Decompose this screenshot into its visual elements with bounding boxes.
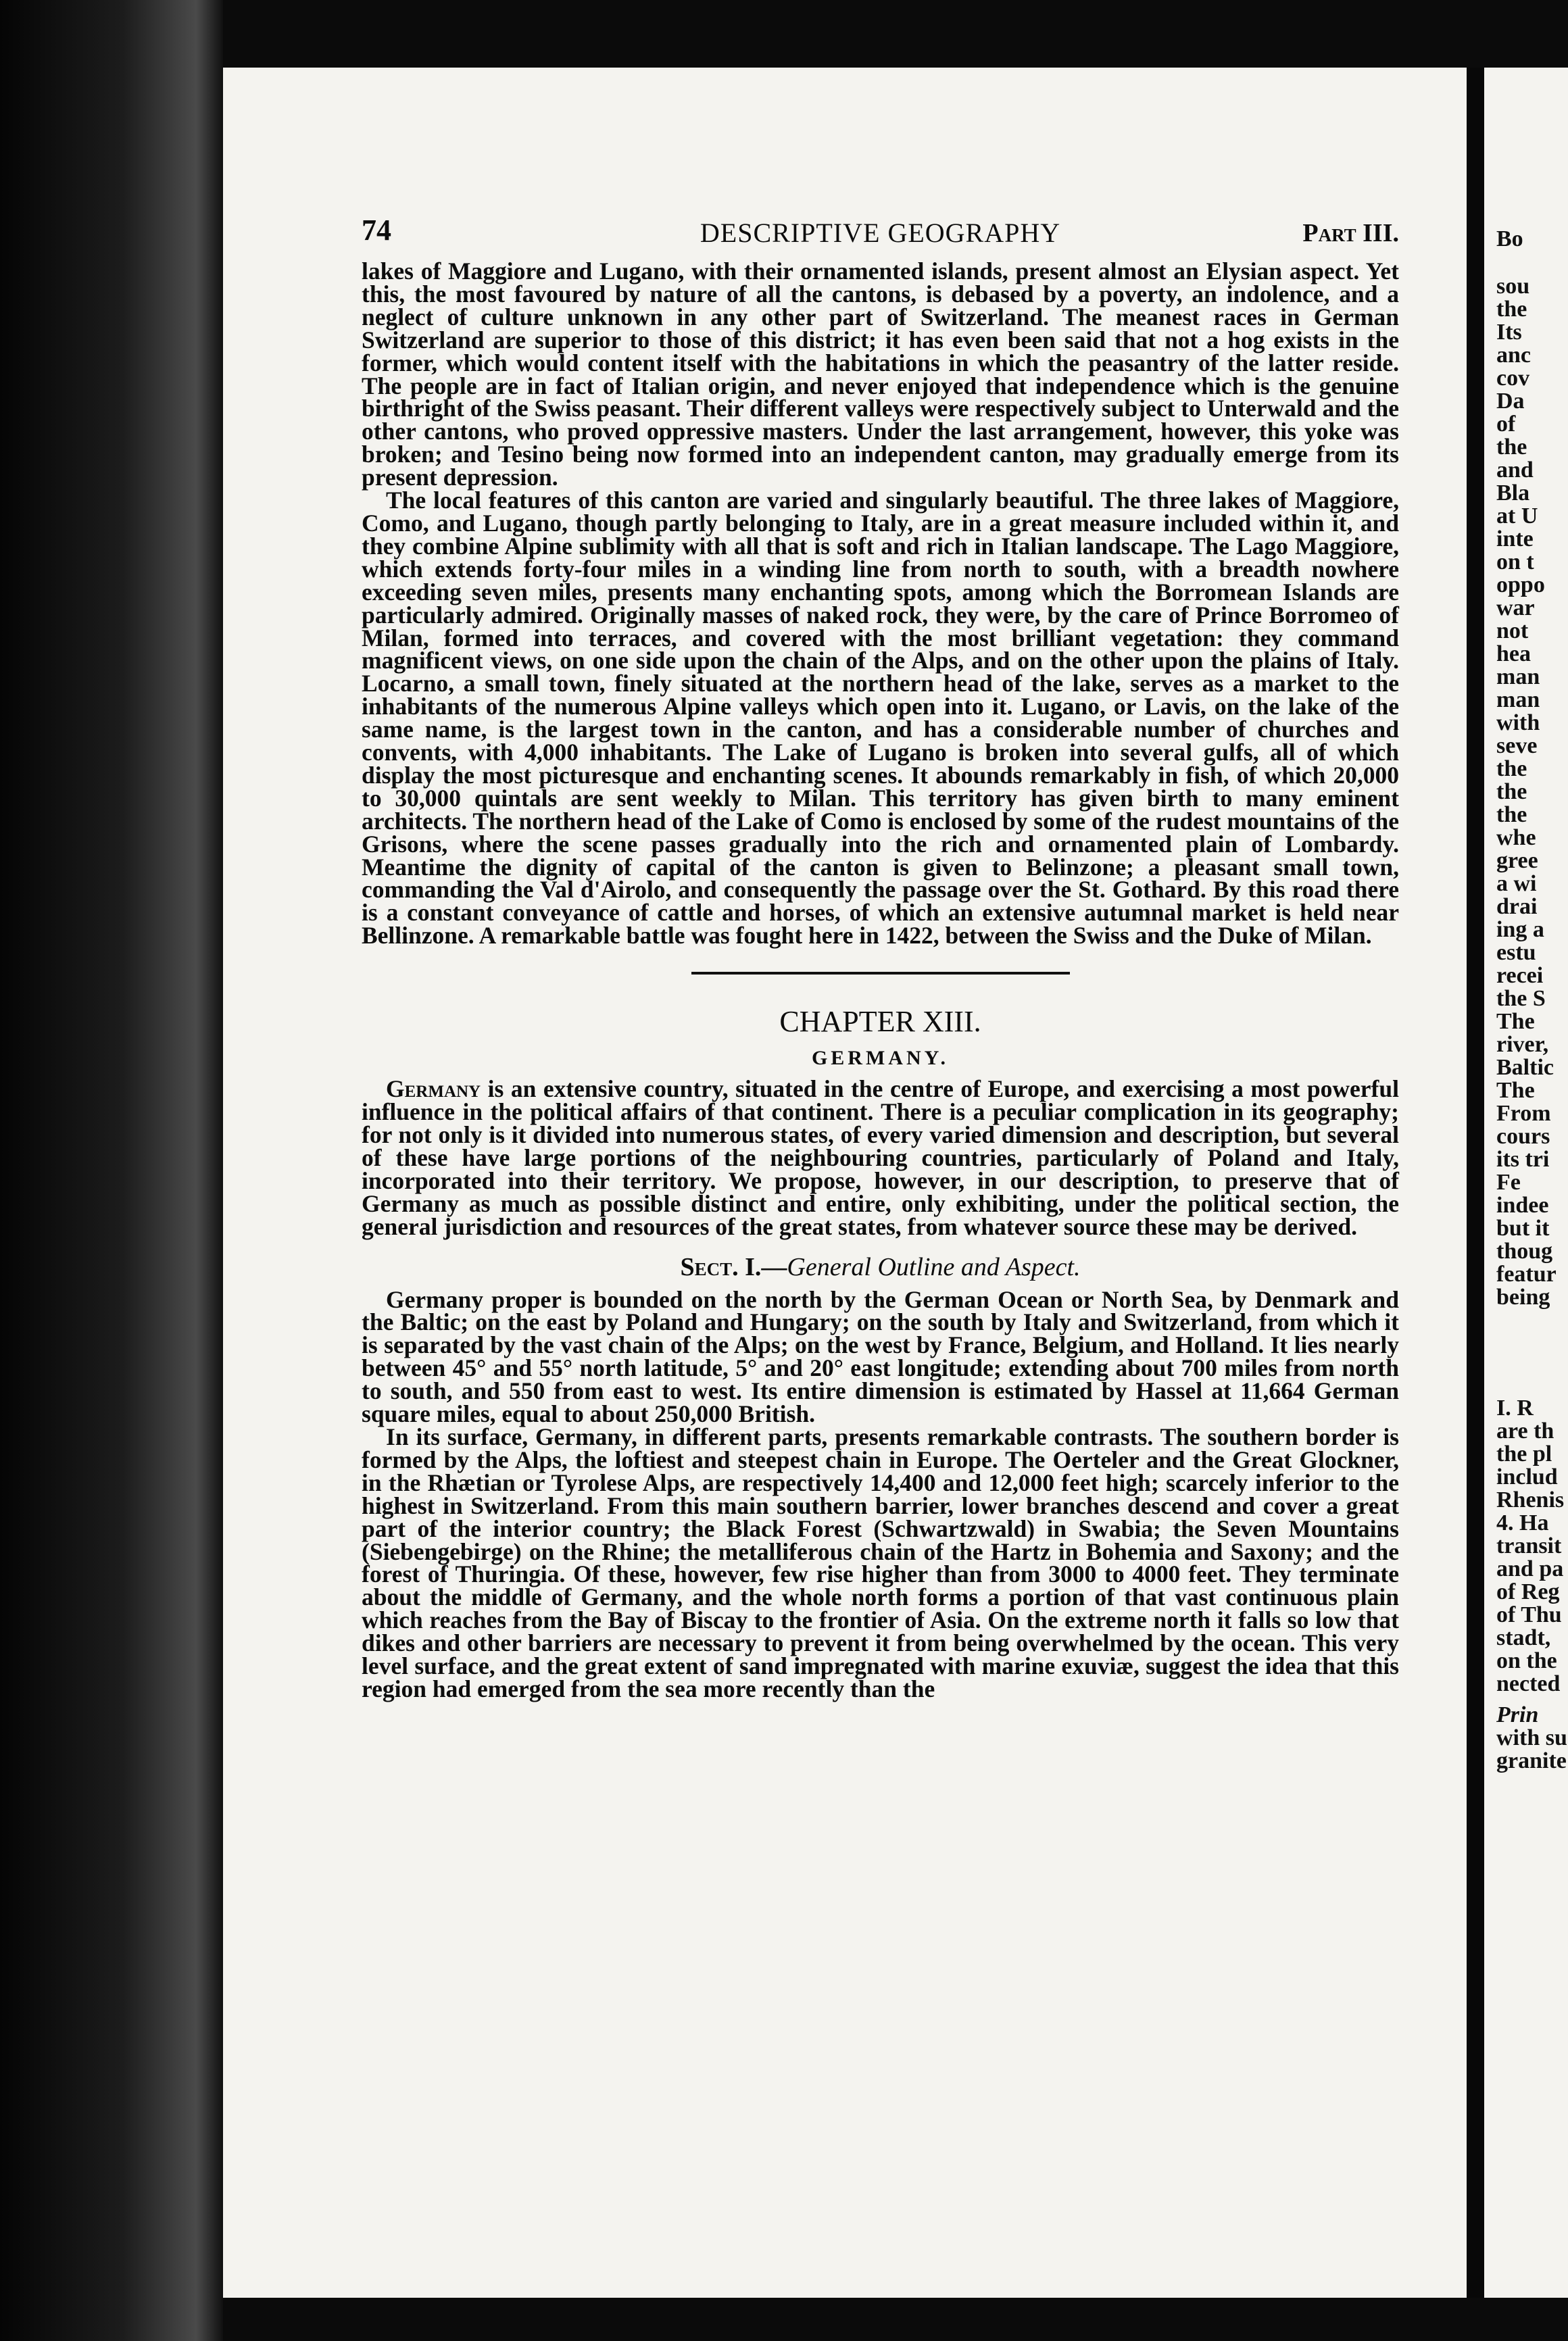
paragraph-germany-surface: In its surface, Germany, in different parts, presents remarkable contrasts. The southern border is formed by the Alps, the loftiest and steepest chain in Europe. The Oerteler and the Great Glockner, in the Rhætian or Tyrolese Alps, are respectively 14,400 and 12,000 feet high; scarcely inferior to the highest in Switzerland. From this main southern barrier, lower branches descend and cover a great part of the interior country; the Black Forest (Schwartzwald) in Swabia; the Seven Mountains (Siebengebirge) on the Rhine; the metalliferous chain of the Hartz in Bohemia and Saxony; and the forest of Thuringia. Of these, however, few rise higher than from 3000 to 4000 feet. They terminate about the middle of Germany, and the whole north forms a portion of that vast continuous plain which reaches from the Bay of Biscay to the frontier of Asia. On the extreme north it falls so low that dikes and other barriers are necessary to prevent it from being overwhelmed by the ocean. This very level surface, and the great extent of sand impregnated with marine exuviæ, suggest the idea that this region had emerged from the sea more recently than the: [362, 1423, 1399, 1702]
paragraph-germany-boundaries: Germany proper is bounded on the north by the German Ocean or North Sea, by Denmark and the Baltic; on the east by Poland and Hungary; on the south by Italy and Switzerland, from which it is separated by the vast chain of the Alps; on the west by France, Belgium, and Holland. It lies nearly between 45° and 55° north latitude, 5° and 20° east longitude; extending about 700 miles from north to south, and 550 from east to west. Its entire dimension is estimated by Hassel at 11,664 German square miles, equal to about 250,000 British.: [362, 1285, 1399, 1428]
adjacent-page-fragment: featur: [1496, 1262, 1557, 1287]
adjacent-page-strip: [1467, 68, 1568, 2298]
adjacent-page-fragment: Bo: [1496, 226, 1523, 251]
section-heading: [362, 1252, 1399, 1282]
section-label: Sect. I.—: [680, 1252, 787, 1281]
part-label: Part III.: [1302, 219, 1399, 247]
adjacent-page-fragment: man: [1496, 687, 1540, 712]
adjacent-page-fragment: From: [1496, 1101, 1551, 1126]
intro-lead-word: Germany: [386, 1075, 481, 1103]
adjacent-page-fragment: the: [1496, 779, 1527, 804]
adjacent-page-fragment: the pl: [1496, 1441, 1552, 1467]
adjacent-page-fragment: recei: [1496, 963, 1544, 988]
scan-dark-margin: [0, 0, 223, 2341]
paragraph-tesino-people: lakes of Maggiore and Lugano, with their ornamented islands, present almost an Elysian aspect. Yet this, the most favoured by nature of all the cantons, is debased by a poverty, an indolence, and a neglect of culture unknown in any other part of Switzerland. The meanest races in German Switzerland are superior to those of this district; it has even been said that not a hog exists in the former, which would content itself with the habitations in which the peasantry of the latter reside. The people are in fact of Italian origin, and never enjoyed that independence which is the genuine birthright of the Swiss peasant. Their different valleys were respectively subject to Unterwald and the other cantons, who proved oppressive masters. Under the last arrangement, however, this yoke was broken; and Tesino being now formed into an independent canton, may gradually emerge from its present depression.: [362, 257, 1399, 491]
adjacent-page-fragment: being: [1496, 1285, 1550, 1310]
chapter-heading: CHAPTER XIII.: [779, 1005, 981, 1039]
adjacent-page-fragment: with su: [1496, 1725, 1567, 1750]
adjacent-page-fragment: granite: [1496, 1748, 1567, 1773]
adjacent-page-fragment: whe: [1496, 825, 1536, 850]
chapter-divider-rule: [691, 972, 1070, 975]
adjacent-page-fragment: of: [1496, 412, 1516, 437]
adjacent-page-fragment: I. R: [1496, 1396, 1534, 1421]
intro-text: is an extensive country, situated in the centre of Europe, and exercising a most powerful influence in the political affairs of that continent. There is a peculiar complication in its geography; for not only is it divided into numerous states, of every varied dimension and description, but several of these have large portions of the neighbouring countries, particularly of Poland and Italy, incorporated into their territory. We propose, however, in our description, to preserve that of Germany as much as possible distinct and entire, only exhibiting, under the political section, the general jurisdiction and resources of the great states, from whatever source these may be derived.: [362, 1075, 1399, 1240]
adjacent-page-fragment: indee: [1496, 1193, 1549, 1218]
adjacent-page-fragment: drai: [1496, 894, 1538, 919]
adjacent-page-fragment: of Thu: [1496, 1602, 1562, 1627]
adjacent-page-fragment: at U: [1496, 503, 1538, 528]
adjacent-page-fragment: anc: [1496, 343, 1531, 368]
paragraph-tesino-features: The local features of this canton are varied and singularly beautiful. The three lakes of Maggiore, Como, and Lugano, though partly belonging to Italy, are in a great measure included within it, and they combine Alpine sublimity with all that is soft and rich in Italian landscape. The Lago Maggiore, which extends forty-four miles in a winding line from north to south, with a breadth nowhere exceeding seven miles, presents many enchanting spots, among which the Borromean Islands are particularly admired. Originally masses of naked rock, they were, by the care of Prince Borromeo of Milan, formed into terraces, and covered with the most brilliant vegetation: they command magnificent views, on one side upon the chain of the Alps, and on the other upon the plains of Italy. Locarno, a small town, finely situated at the northern head of the lake, serves as a market to the inhabitants of the numerous Alpine valleys which open into it. Lugano, or Lavis, on the lake of the same name, is the largest town in the canton, and has a considerable number of churches and convents, with 4,000 inhabitants. The Lake of Lugano is broken into several gulfs, all of which display the most picturesque and enchanting scenes. It abounds remarkably in fish, of which 20,000 to 30,000 quintals are sent weekly to Milan. This territory has given birth to many eminent architects. The northern head of the Lake of Como is enclosed by some of the rudest mountains of the Grisons, where the scene passes gradually into the rich and ornamented plain of Lombardy. Meantime the dignity of capital of the canton is given to Belinzone; a pleasant small town, commanding the Val d'Airolo, and consequently the passage over the St. Gothard. By this road there is a constant conveyance of cattle and horses, of which an extensive autumnal market is held near Bellinzone. A remarkable battle was fought here in 1422, between the Swiss and the Duke of Milan.: [362, 487, 1399, 950]
adjacent-page-fragment: river,: [1496, 1032, 1549, 1057]
adjacent-page-fragment: the: [1496, 435, 1527, 460]
adjacent-page-fragment: Da: [1496, 389, 1525, 414]
adjacent-page-fragment: inte: [1496, 526, 1534, 551]
adjacent-page-fragment: Rhenis: [1496, 1487, 1565, 1512]
page-number: 74: [362, 214, 391, 247]
adjacent-page-fragment: and: [1496, 458, 1534, 483]
adjacent-page-fragment: but it: [1496, 1216, 1550, 1241]
adjacent-page-fragment: Prin: [1496, 1702, 1539, 1727]
adjacent-page-fragment: are th: [1496, 1419, 1554, 1444]
chapter-subject: GERMANY.: [811, 1047, 950, 1070]
adjacent-page-fragment: man: [1496, 664, 1540, 689]
text-column: [362, 213, 1399, 1701]
adjacent-page-fragment: the: [1496, 802, 1527, 827]
running-header: [362, 213, 1399, 260]
scan-bottom-margin: [223, 2298, 1550, 2341]
adjacent-page-fragment: hea: [1496, 641, 1531, 666]
adjacent-page-fragment: cours: [1496, 1124, 1550, 1149]
paragraph-germany-intro: [362, 1075, 1399, 1240]
adjacent-page-fragment: war: [1496, 595, 1535, 620]
adjacent-page-fragment: the: [1496, 297, 1527, 322]
adjacent-page-fragment: and pa: [1496, 1556, 1564, 1581]
adjacent-page-fragment: stadt,: [1496, 1625, 1551, 1650]
adjacent-page-fragment: 4. Ha: [1496, 1510, 1549, 1535]
adjacent-page-fragment: sou: [1496, 274, 1530, 299]
adjacent-page-fragment: the S: [1496, 986, 1546, 1011]
adjacent-page-fragment: ing a: [1496, 917, 1544, 942]
adjacent-page-fragment: Bla: [1496, 480, 1530, 506]
adjacent-page-fragment: estu: [1496, 940, 1536, 965]
adjacent-page-fragment: nected: [1496, 1671, 1561, 1696]
adjacent-page-fragment: seve: [1496, 733, 1538, 758]
adjacent-page-fragment: includ: [1496, 1464, 1558, 1489]
adjacent-page-fragment: Fe: [1496, 1170, 1521, 1195]
adjacent-page-fragment: transit: [1496, 1533, 1562, 1558]
adjacent-page-fragment: on t: [1496, 549, 1534, 574]
adjacent-page-fragment: The: [1496, 1078, 1535, 1103]
section-title: General Outline and Aspect.: [787, 1252, 1081, 1281]
adjacent-page-fragment: thoug: [1496, 1239, 1553, 1264]
adjacent-page-fragment: gree: [1496, 848, 1538, 873]
adjacent-page-fragment: oppo: [1496, 572, 1545, 597]
running-title: DESCRIPTIVE GEOGRAPHY: [700, 218, 1061, 248]
adjacent-page-fragment: The: [1496, 1009, 1535, 1034]
book-page: [223, 68, 1467, 2298]
adjacent-page-fragment: on the: [1496, 1648, 1557, 1673]
adjacent-page-fragment: the: [1496, 756, 1527, 781]
adjacent-page-fragment: Baltic: [1496, 1055, 1554, 1080]
adjacent-page-fragment: its tri: [1496, 1147, 1550, 1172]
adjacent-page-fragment: cov: [1496, 366, 1530, 391]
adjacent-page-fragment: Its: [1496, 320, 1522, 345]
adjacent-page-fragment: not: [1496, 618, 1529, 643]
adjacent-page-fragment: with: [1496, 710, 1540, 735]
adjacent-page-fragment: a wi: [1496, 871, 1537, 896]
adjacent-page-fragment: of Reg: [1496, 1579, 1560, 1604]
